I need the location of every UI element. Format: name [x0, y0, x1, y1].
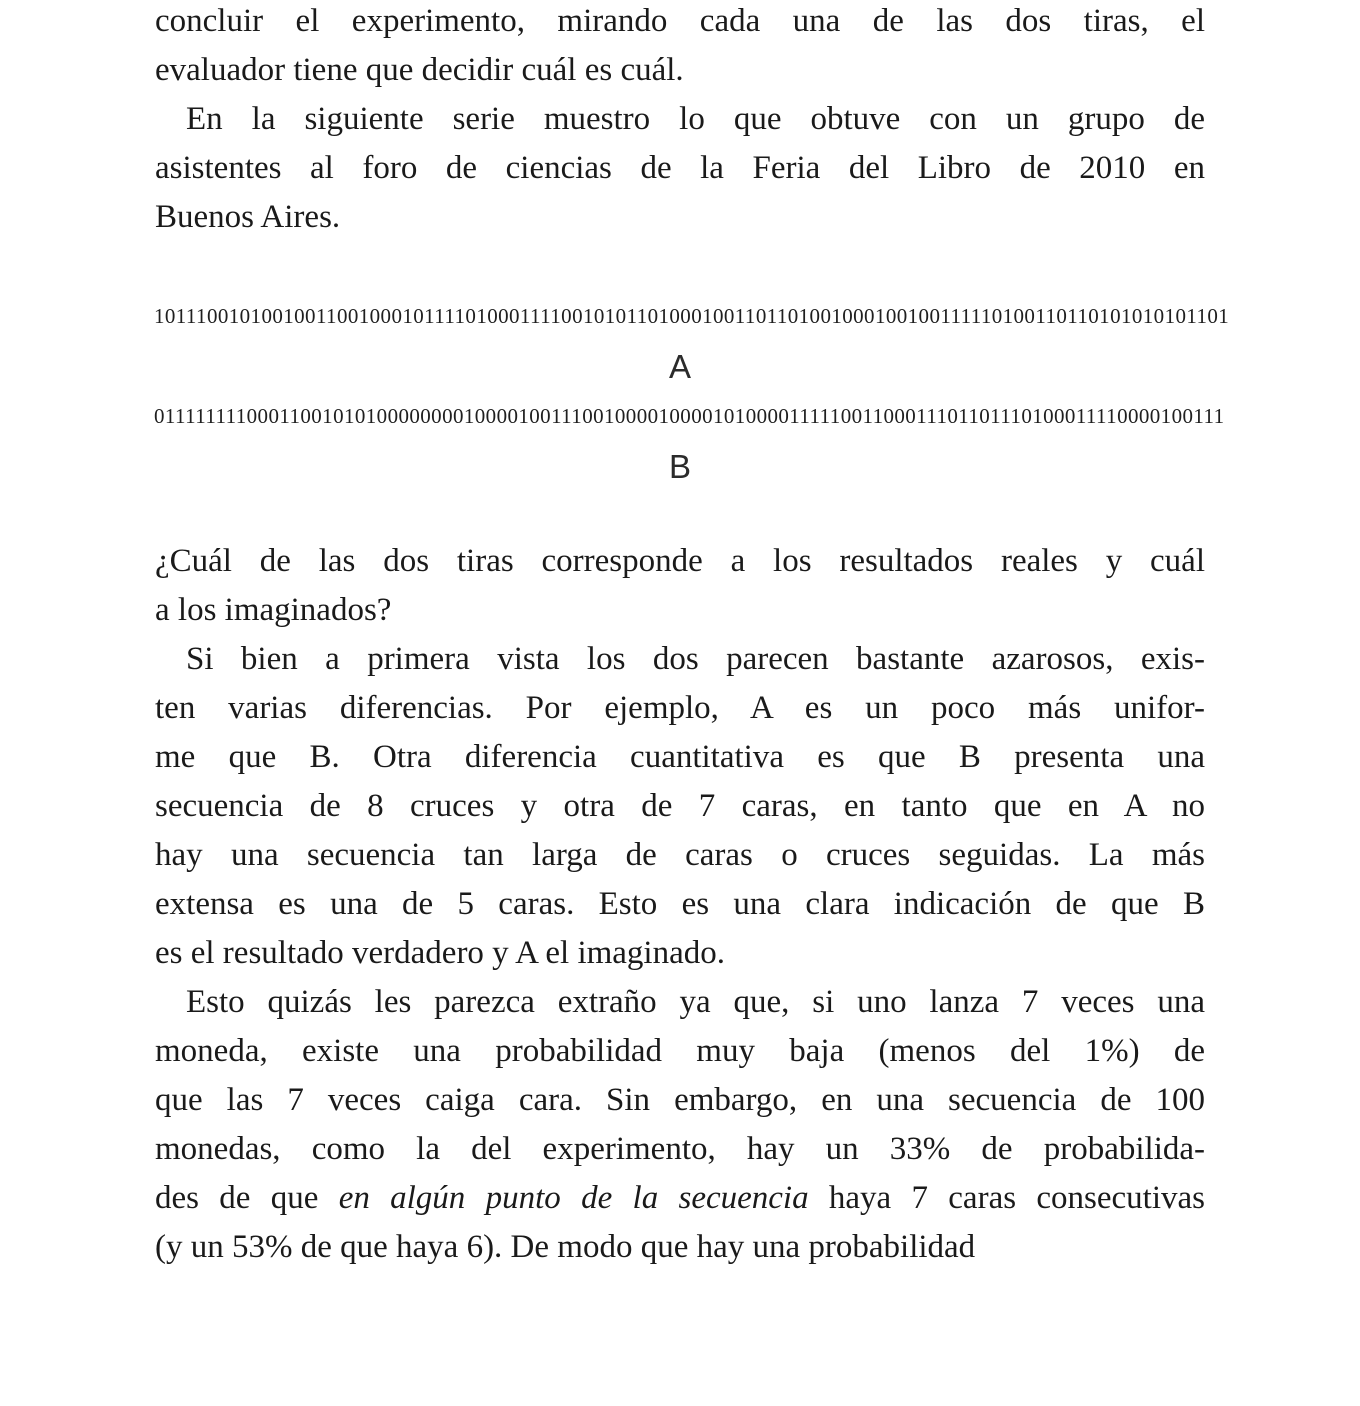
sequence-label-b: B [668, 448, 691, 485]
text-line [155, 46, 1205, 95]
text-segment: asistentes al foro de ciencias de la Feria del Libro de 2010 en [155, 150, 1205, 186]
italic-text-segment: en algún punto de la secuencia [338, 1180, 809, 1216]
text-line [155, 831, 1205, 880]
coin-sequence-a: 1011100101001001100100010111101000111100101011010001001101101001000100100111110100110110101010101101 [154, 304, 1230, 328]
text-segment: Buenos Aires. [155, 199, 341, 235]
text-line [155, 0, 1205, 46]
text-segment: (y un 53% de que haya 6). De modo que hay una probabilidad [155, 1229, 976, 1265]
text-segment: evaluador tiene que decidir cuál es cuál. [155, 52, 684, 88]
text-segment: que las 7 veces caiga cara. Sin embargo, en una secuencia de 100 [155, 1082, 1205, 1118]
text-line [155, 684, 1205, 733]
text-segment: Esto quizás les parezca extraño ya que, si uno lanza 7 veces una [186, 984, 1205, 1020]
text-line [155, 733, 1205, 782]
text-segment: es el resultado verdadero y A el imaginado. [155, 935, 725, 971]
text-line [155, 880, 1205, 929]
sequence-label-a: A [668, 348, 691, 385]
text-line [155, 1223, 1205, 1272]
text-segment: ten varias diferencias. Por ejemplo, A es un poco más unifor- [155, 690, 1205, 726]
text-segment: a los imaginados? [155, 592, 392, 628]
text-line [155, 782, 1205, 831]
text-line [155, 193, 1205, 242]
text-line [155, 1174, 1205, 1223]
text-line [155, 95, 1205, 144]
text-line [155, 144, 1205, 193]
text-line [155, 929, 1205, 978]
text-segment: ¿Cuál de las dos tiras corresponde a los resultados reales y cuál [155, 543, 1205, 579]
text-segment: moneda, existe una probabilidad muy baja (menos del 1%) de [155, 1033, 1205, 1069]
text-line [155, 978, 1205, 1027]
paragraph-conclusion-of-previous [155, 0, 1205, 95]
paragraph-question [155, 537, 1205, 635]
text-line [155, 1027, 1205, 1076]
text-segment: Si bien a primera vista los dos parecen bastante azarosos, exis- [186, 641, 1205, 677]
text-line [155, 1125, 1205, 1174]
text-segment: monedas, como la del experimento, hay un 33% de probabilida- [155, 1131, 1205, 1167]
text-line [155, 537, 1205, 586]
text-segment: En la siguiente serie muestro lo que obtuve con un grupo de [186, 101, 1205, 137]
text-segment: hay una secuencia tan larga de caras o cruces seguidas. La más [155, 837, 1205, 873]
paragraph-probabilities [155, 978, 1205, 1272]
text-line [155, 1076, 1205, 1125]
text-segment: extensa es una de 5 caras. Esto es una clara indicación de que B [155, 886, 1205, 922]
coin-sequence-b: 0111111110001100101010000000010000100111001000010000101000011111001100011101101110100011110000100111 [154, 404, 1225, 428]
text-segment: des de que [155, 1180, 339, 1216]
text-segment: secuencia de 8 cruces y otra de 7 caras, en tanto que en A no [155, 788, 1205, 824]
text-line [155, 586, 1205, 635]
text-segment: me que B. Otra diferencia cuantitativa es que B presenta una [155, 739, 1205, 775]
text-line [155, 635, 1205, 684]
paragraph-differences [155, 635, 1205, 978]
paragraph-series-intro [155, 95, 1205, 242]
text-segment: concluir el experimento, mirando cada una de las dos tiras, el [155, 3, 1205, 39]
text-segment: haya 7 caras consecutivas [808, 1180, 1205, 1216]
